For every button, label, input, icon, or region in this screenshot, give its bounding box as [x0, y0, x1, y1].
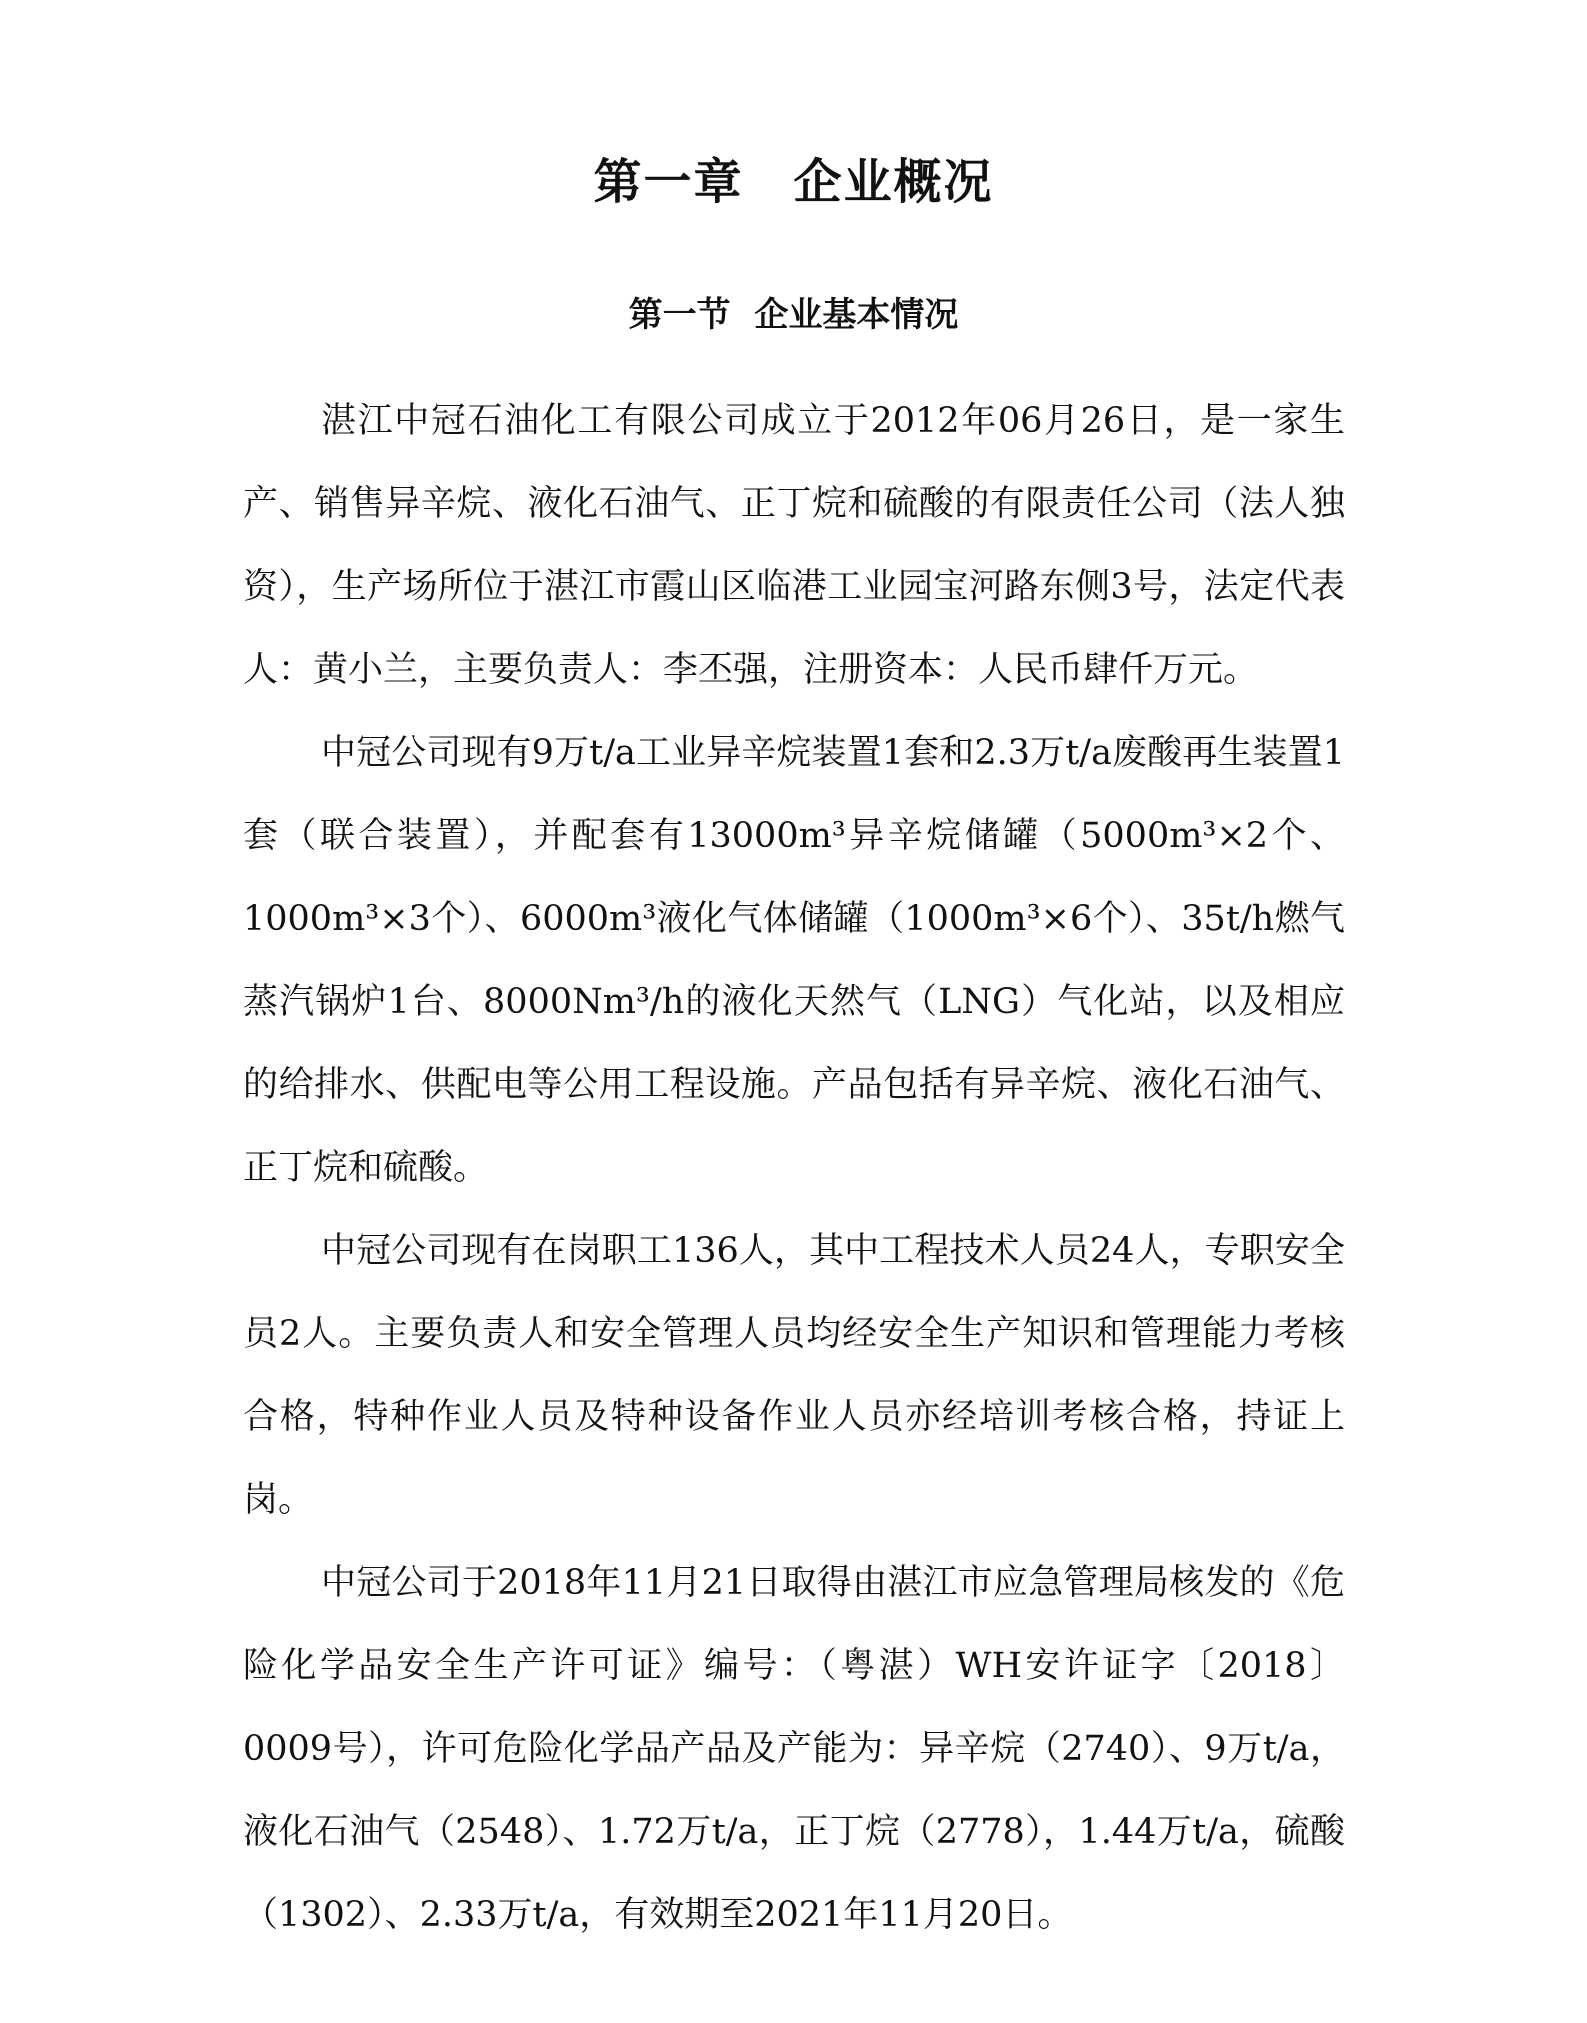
- paragraph-staff: 中冠公司现有在岗职工136人，其中工程技术人员24人，专职安全员2人。主要负责人和安全管理人员均经安全生产知识和管理能力考核合格，特种作业人员及特种设备作业人员亦经培训考核合格，持证上岗。: [243, 1231, 1345, 1520]
- document-body: [243, 380, 1345, 1957]
- chapter-title: 第一章 企业概况: [593, 154, 994, 210]
- paragraph-company-profile: 湛江中冠石油化工有限公司成立于2012年06月26日，是一家生产、销售异辛烷、液化石油气、正丁烷和硫酸的有限责任公司（法人独资），生产场所位于湛江市霞山区临港工业园宝河路东侧3号，法定代表人：黄小兰，主要负责人：李丕强，注册资本：人民币肆仟万元。: [243, 401, 1345, 690]
- section-title: 第一节 企业基本情况: [628, 295, 959, 335]
- paragraph-facilities: 中冠公司现有9万t/a工业异辛烷装置1套和2.3万t/a废酸再生装置1套（联合装置），并配套有13000m³异辛烷储罐（5000m³×2个、1000m³×3个）、6000m³液化气体储罐（1000m³×6个）、35t/h燃气蒸汽锅炉1台、8000Nm³/h的液化天然气（LNG）气化站，以及相应的给排水、供配电等公用工程设施。产品包括有异辛烷、液化石油气、正丁烷和硫酸。: [243, 733, 1345, 1188]
- paragraph-license: 中冠公司于2018年11月21日取得由湛江市应急管理局核发的《危险化学品安全生产许可证》编号：（粤湛）WH安许证字〔2018〕0009号），许可危险化学品产品及产能为：异辛烷（2740）、9万t/a，液化石油气（2548）、1.72万t/a，正丁烷（2778），1.44万t/a，硫酸（1302）、2.33万t/a，有效期至2021年11月20日。: [243, 1563, 1345, 1935]
